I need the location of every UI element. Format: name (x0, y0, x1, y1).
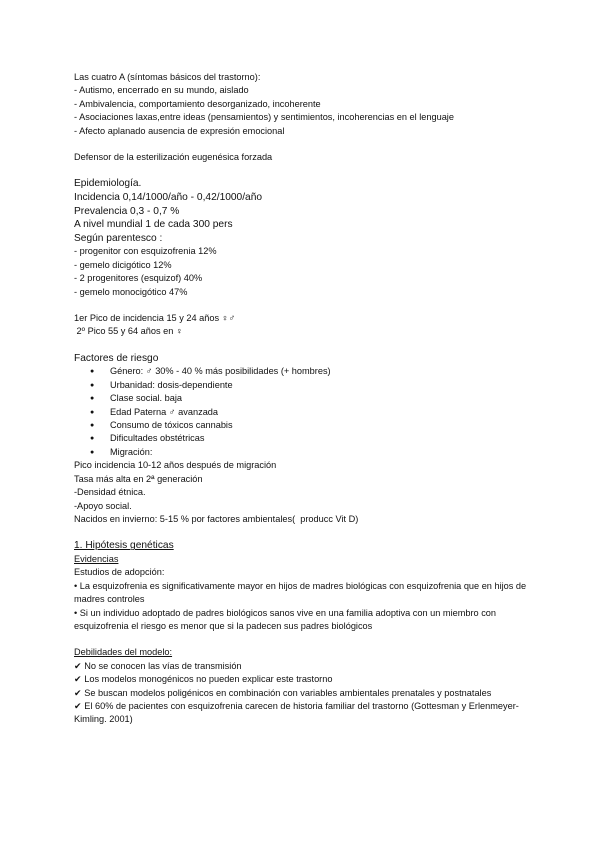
debilidad-item: ✔ No se conocen las vías de transmisión (74, 660, 242, 671)
section-a-heading: Las cuatro A (síntomas básicos del trastorno): (74, 72, 261, 82)
factor-item: ● Dificultades obstétricas (74, 432, 534, 445)
debilidad-item: ✔ Los modelos monogénicos no pueden explicar este trastorno (74, 674, 333, 685)
parentesco-item: - progenitor con esquizofrenia 12% (74, 246, 217, 257)
debilidad-item: ✔ El 60% de pacientes con esquizofrenia carecen de historia familiar del trastorno (Gottesman y Erlenmeyer-Kimling. 2001) (74, 700, 519, 725)
factores-after-line: Pico incidencia 10-12 años después de migración (74, 460, 277, 471)
pico-line: 2º Pico 55 y 64 años en ♀ (74, 326, 183, 337)
factor-item: ● Clase social. baja (74, 392, 534, 405)
debilidad-item: ✔ Se buscan modelos poligénicos en combinación con variables ambientales prenatales y postnatales (74, 687, 492, 698)
epidemiologia-heading: Epidemiología. (74, 178, 142, 190)
factores-after-line: Nacidos en invierno: 5-15 % por factores ambientales( producc Vit D) (74, 513, 359, 524)
factores-list (74, 365, 534, 459)
factores-heading: Factores de riesgo (74, 352, 159, 364)
evidencias-heading: Evidencias (74, 553, 119, 564)
debilidades-heading: Debilidades del modelo: (74, 647, 173, 658)
factores-after-line: Tasa más alta en 2ª generación (74, 473, 203, 484)
hipotesis-point: • La esquizofrenia es significativamente mayor en hijos de madres biológicas con esquizofrenia que en hijos de madres controles (74, 580, 527, 605)
section-a-item: - Asociaciones laxas,entre ideas (pensamientos) y sentimientos, incoherencias en el lenguaje (74, 112, 454, 123)
section-a-item: - Afecto aplanado ausencia de expresión emocional (74, 125, 285, 136)
section-a-item: - Autismo, encerrado en su mundo, aislado (74, 85, 249, 96)
parentesco-item: - gemelo dicigótico 12% (74, 259, 172, 270)
hipotesis-point: • Si un individuo adoptado de padres biológicos sanos vive en una familia adoptiva con un miembro con esquizofrenia el riesgo es menor que si la padecen sus padres biológicos (74, 607, 497, 631)
estudios-heading: Estudios de adopción: (74, 567, 165, 578)
epidemiologia-line: Incidencia 0,14/1000/año - 0,42/1000/año (74, 192, 263, 204)
epidemiologia-line: Prevalencia 0,3 - 0,7 % (74, 205, 180, 217)
factor-item: ● Migración: (74, 446, 534, 459)
parentesco-item: - 2 progenitores (esquizof) 40% (74, 273, 203, 284)
epidemiologia-line: Según parentesco : (74, 232, 163, 244)
factor-item: ● Urbanidad: dosis-dependiente (74, 379, 534, 392)
factores-after-line: -Densidad étnica. (74, 487, 146, 498)
defensor-line: Defensor de la esterilización eugenésica forzada (74, 152, 273, 163)
document-page (74, 71, 534, 727)
hipotesis-heading: 1. Hipótesis genéticas (74, 540, 174, 552)
section-a-item: - Ambivalencia, comportamiento desorganizado, incoherente (74, 98, 321, 109)
pico-line: 1er Pico de incidencia 15 y 24 años ♀♂ (74, 313, 236, 324)
factor-item: ● Consumo de tóxicos cannabis (74, 419, 534, 432)
factores-after-line: -Apoyo social. (74, 500, 132, 511)
factor-item: ● Género: ♂ 30% - 40 % más posibilidades (+ hombres) (74, 365, 534, 378)
epidemiologia-line: A nivel mundial 1 de cada 300 pers (74, 219, 233, 231)
factor-item: ● Edad Paterna ♂ avanzada (74, 406, 534, 419)
parentesco-item: - gemelo monocigótico 47% (74, 286, 188, 297)
